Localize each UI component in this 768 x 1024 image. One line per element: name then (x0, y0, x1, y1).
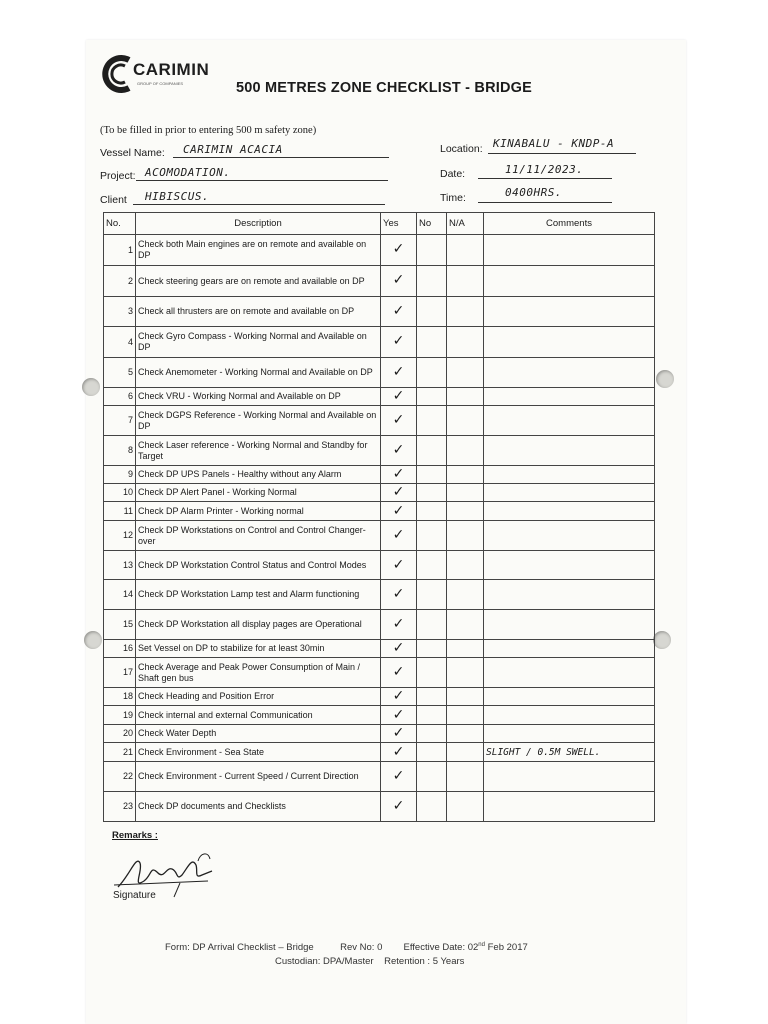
table-row (104, 688, 655, 706)
row-number: 8 (104, 436, 136, 466)
date-line (478, 178, 612, 179)
row-number: 19 (104, 706, 136, 725)
row-description: Check DGPS Reference - Working Normal and Available on DP (136, 406, 381, 436)
table-row (104, 551, 655, 580)
row-description: Check both Main engines are on remote and available on DP (136, 235, 381, 266)
na-cell[interactable] (447, 484, 484, 502)
na-cell[interactable] (447, 551, 484, 580)
row-description: Check DP Workstation Lamp test and Alarm functioning (136, 580, 381, 610)
row-number: 1 (104, 235, 136, 266)
table-row (104, 297, 655, 327)
no-cell[interactable] (417, 743, 447, 762)
row-number: 11 (104, 502, 136, 521)
row-number: 22 (104, 762, 136, 792)
no-cell[interactable] (417, 388, 447, 406)
yes-tick-cell[interactable]: ✓ (381, 551, 417, 580)
row-number: 5 (104, 358, 136, 388)
comment-cell[interactable] (484, 640, 655, 658)
na-cell[interactable] (447, 388, 484, 406)
na-cell[interactable] (447, 466, 484, 484)
na-cell[interactable] (447, 406, 484, 436)
comment-cell[interactable] (484, 484, 655, 502)
table-row (104, 706, 655, 725)
instruction-text: (To be filled in prior to entering 500 m safety zone) (100, 125, 317, 136)
row-number: 3 (104, 297, 136, 327)
na-cell[interactable] (447, 762, 484, 792)
yes-tick-cell[interactable]: ✓ (381, 297, 417, 327)
vessel-name-label: Vessel Name: (100, 147, 165, 159)
row-description: Check DP Workstation all display pages are Operational (136, 610, 381, 640)
footer-form-name: Form: DP Arrival Checklist – Bridge (165, 942, 314, 954)
row-description: Check Water Depth (136, 725, 381, 743)
na-cell[interactable] (447, 658, 484, 688)
row-number: 6 (104, 388, 136, 406)
na-cell[interactable] (447, 725, 484, 743)
row-number: 17 (104, 658, 136, 688)
no-cell[interactable] (417, 792, 447, 822)
na-cell[interactable] (447, 358, 484, 388)
yes-tick-cell[interactable]: ✓ (381, 792, 417, 822)
comment-cell[interactable] (484, 436, 655, 466)
row-description: Check DP Workstations on Control and Control Changer-over (136, 521, 381, 551)
table-row (104, 743, 655, 762)
project-value[interactable]: ACOMODATION. (145, 166, 231, 179)
table-row (104, 358, 655, 388)
table-row (104, 610, 655, 640)
no-cell[interactable] (417, 640, 447, 658)
row-number: 18 (104, 688, 136, 706)
page-title: 500 METRES ZONE CHECKLIST - BRIDGE (236, 80, 533, 96)
punch-hole (84, 631, 102, 649)
vessel-name-value[interactable]: CARIMIN ACACIA (183, 143, 283, 156)
vessel-name-line (173, 157, 389, 158)
no-cell[interactable] (417, 484, 447, 502)
table-row (104, 266, 655, 297)
na-cell[interactable] (447, 266, 484, 297)
no-cell[interactable] (417, 551, 447, 580)
no-cell[interactable] (417, 706, 447, 725)
yes-tick-cell[interactable]: ✓ (381, 466, 417, 484)
yes-tick-cell[interactable]: ✓ (381, 436, 417, 466)
comment-cell[interactable] (484, 406, 655, 436)
project-line (136, 180, 388, 181)
logo-c-icon (101, 54, 137, 94)
yes-tick-cell[interactable]: ✓ (381, 610, 417, 640)
na-cell[interactable] (447, 688, 484, 706)
row-description: Check Gyro Compass - Working Normal and Available on DP (136, 327, 381, 358)
project-label: Project: (100, 170, 136, 182)
yes-tick-cell[interactable]: ✓ (381, 743, 417, 762)
comment-cell[interactable] (484, 297, 655, 327)
yes-tick-cell[interactable]: ✓ (381, 580, 417, 610)
yes-tick-cell[interactable]: ✓ (381, 762, 417, 792)
yes-tick-cell[interactable]: ✓ (381, 521, 417, 551)
signature-label: Signature (113, 890, 156, 901)
comment-cell[interactable] (484, 688, 655, 706)
row-description: Check DP Alert Panel - Working Normal (136, 484, 381, 502)
na-cell[interactable] (447, 792, 484, 822)
time-label: Time: (440, 192, 466, 204)
header-yes: Yes (381, 213, 417, 235)
na-cell[interactable] (447, 502, 484, 521)
row-description: Check all thrusters are on remote and available on DP (136, 297, 381, 327)
comment-cell[interactable] (484, 725, 655, 743)
comment-cell[interactable] (484, 792, 655, 822)
yes-tick-cell[interactable]: ✓ (381, 688, 417, 706)
comment-cell[interactable] (484, 551, 655, 580)
no-cell[interactable] (417, 358, 447, 388)
row-description: Check DP documents and Checklists (136, 792, 381, 822)
location-line (488, 153, 636, 154)
yes-tick-cell[interactable]: ✓ (381, 658, 417, 688)
row-number: 10 (104, 484, 136, 502)
table-row (104, 466, 655, 484)
no-cell[interactable] (417, 658, 447, 688)
footer-custodian-info (275, 956, 464, 967)
yes-tick-cell[interactable]: ✓ (381, 725, 417, 743)
na-cell[interactable] (447, 297, 484, 327)
table-row (104, 388, 655, 406)
no-cell[interactable] (417, 406, 447, 436)
table-row (104, 658, 655, 688)
row-number: 2 (104, 266, 136, 297)
row-description: Check VRU - Working Normal and Available on DP (136, 388, 381, 406)
na-cell[interactable] (447, 580, 484, 610)
comment-cell[interactable] (484, 762, 655, 792)
punch-hole (82, 378, 100, 396)
comment-cell[interactable] (484, 502, 655, 521)
row-number: 20 (104, 725, 136, 743)
no-cell[interactable] (417, 235, 447, 266)
footer-retention: Retention : 5 Years (384, 956, 465, 967)
na-cell[interactable] (447, 743, 484, 762)
comment-cell[interactable] (484, 466, 655, 484)
client-value[interactable]: HIBISCUS. (145, 190, 210, 203)
punch-hole (653, 631, 671, 649)
logo-subtext: GROUP OF COMPANIES (137, 81, 184, 86)
header-no: No. (104, 213, 136, 235)
location-label: Location: (440, 143, 483, 155)
table-body (104, 235, 655, 822)
table-row (104, 327, 655, 358)
yes-tick-cell[interactable]: ✓ (381, 266, 417, 297)
yes-tick-cell[interactable]: ✓ (381, 484, 417, 502)
yes-tick-cell[interactable]: ✓ (381, 358, 417, 388)
punch-hole (656, 370, 674, 388)
comment-cell[interactable] (484, 358, 655, 388)
table-row (104, 436, 655, 466)
company-logo (101, 52, 231, 96)
no-cell[interactable] (417, 521, 447, 551)
yes-tick-cell[interactable]: ✓ (381, 502, 417, 521)
row-number: 12 (104, 521, 136, 551)
footer-effective-date: Effective Date: 02nd Feb 2017 (403, 942, 528, 954)
row-description: Check Average and Peak Power Consumption of Main / Shaft gen bus (136, 658, 381, 688)
table-row (104, 640, 655, 658)
time-line (478, 202, 612, 203)
table-row (104, 235, 655, 266)
checklist-table (103, 212, 655, 822)
client-label: Client (100, 194, 127, 206)
row-number: 4 (104, 327, 136, 358)
no-cell[interactable] (417, 688, 447, 706)
no-cell[interactable] (417, 466, 447, 484)
location-value[interactable]: KINABALU - KNDP-A (493, 137, 615, 150)
table-row (104, 580, 655, 610)
footer-form-info (165, 942, 528, 953)
comment-cell[interactable] (484, 706, 655, 725)
na-cell[interactable] (447, 610, 484, 640)
no-cell[interactable] (417, 502, 447, 521)
table-row (104, 406, 655, 436)
row-description: Check DP Alarm Printer - Working normal (136, 502, 381, 521)
row-number: 23 (104, 792, 136, 822)
comment-cell[interactable] (484, 658, 655, 688)
yes-tick-cell[interactable]: ✓ (381, 235, 417, 266)
yes-tick-cell[interactable]: ✓ (381, 640, 417, 658)
no-cell[interactable] (417, 266, 447, 297)
table-row (104, 762, 655, 792)
date-value[interactable]: 11/11/2023. (505, 163, 584, 176)
table-row (104, 521, 655, 551)
comment-cell[interactable]: SLIGHT / 0.5M SWELL. (484, 743, 655, 762)
row-description: Check Environment - Sea State (136, 743, 381, 762)
na-cell[interactable] (447, 640, 484, 658)
comment-cell[interactable] (484, 521, 655, 551)
row-description: Check Heading and Position Error (136, 688, 381, 706)
footer-rev: Rev No: 0 (340, 942, 383, 954)
comment-cell[interactable] (484, 388, 655, 406)
table-row (104, 725, 655, 743)
row-number: 15 (104, 610, 136, 640)
time-value[interactable]: 0400HRS. (505, 186, 562, 199)
header-no-column: No (417, 213, 447, 235)
row-number: 14 (104, 580, 136, 610)
na-cell[interactable] (447, 436, 484, 466)
no-cell[interactable] (417, 327, 447, 358)
comment-cell[interactable] (484, 610, 655, 640)
row-number: 16 (104, 640, 136, 658)
table-row (104, 484, 655, 502)
no-cell[interactable] (417, 436, 447, 466)
row-number: 13 (104, 551, 136, 580)
footer-custodian: Custodian: DPA/Master (275, 956, 374, 967)
row-description: Set Vessel on DP to stabilize for at least 30min (136, 640, 381, 658)
yes-tick-cell[interactable]: ✓ (381, 388, 417, 406)
na-cell[interactable] (447, 235, 484, 266)
na-cell[interactable] (447, 327, 484, 358)
logo-text: CARIMIN (133, 60, 210, 79)
header-na: N/A (447, 213, 484, 235)
remarks-label: Remarks : (112, 830, 158, 841)
row-description: Check steering gears are on remote and available on DP (136, 266, 381, 297)
comment-cell[interactable] (484, 327, 655, 358)
row-description: Check DP Workstation Control Status and Control Modes (136, 551, 381, 580)
row-number: 21 (104, 743, 136, 762)
header-comments: Comments (484, 213, 655, 235)
row-description: Check DP UPS Panels - Healthy without any Alarm (136, 466, 381, 484)
row-description: Check Anemometer - Working Normal and Available on DP (136, 358, 381, 388)
no-cell[interactable] (417, 297, 447, 327)
header-description: Description (136, 213, 381, 235)
no-cell[interactable] (417, 580, 447, 610)
row-number: 9 (104, 466, 136, 484)
yes-tick-cell[interactable]: ✓ (381, 406, 417, 436)
na-cell[interactable] (447, 521, 484, 551)
row-description: Check Environment - Current Speed / Current Direction (136, 762, 381, 792)
yes-tick-cell[interactable]: ✓ (381, 327, 417, 358)
no-cell[interactable] (417, 610, 447, 640)
no-cell[interactable] (417, 725, 447, 743)
no-cell[interactable] (417, 762, 447, 792)
comment-cell[interactable] (484, 266, 655, 297)
row-number: 7 (104, 406, 136, 436)
table-row (104, 502, 655, 521)
table-header-row (104, 213, 655, 235)
row-description: Check internal and external Communication (136, 706, 381, 725)
yes-tick-cell[interactable]: ✓ (381, 706, 417, 725)
comment-cell[interactable] (484, 235, 655, 266)
na-cell[interactable] (447, 706, 484, 725)
comment-cell[interactable] (484, 580, 655, 610)
client-line (133, 204, 385, 205)
date-label: Date: (440, 168, 466, 180)
table-row (104, 792, 655, 822)
row-description: Check Laser reference - Working Normal and Standby for Target (136, 436, 381, 466)
